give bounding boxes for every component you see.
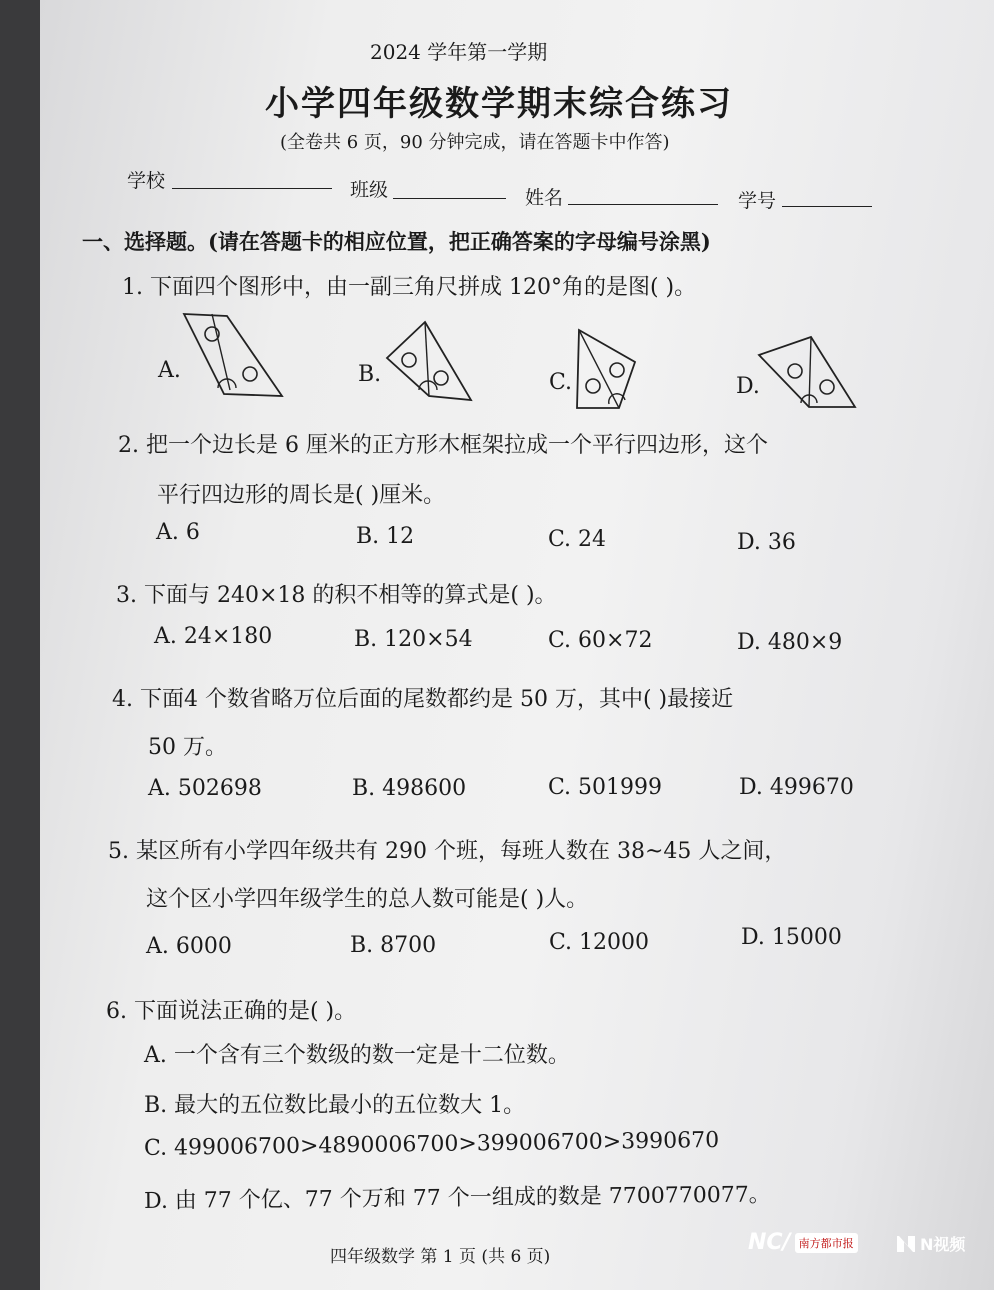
question-5: 5. 某区所有小学四年级共有 290 个班，每班人数在 38~45 人之间， bbox=[108, 839, 787, 864]
q5-option-d: D. 15000 bbox=[741, 925, 842, 950]
q6-option-d: D. 由 77 个亿、77 个万和 77 个一组成的数是 7700770077。 bbox=[143, 1182, 771, 1214]
q4-option-b: B. 498600 bbox=[352, 776, 467, 801]
name-label: 姓名 bbox=[525, 187, 564, 209]
video-logo-text: N视频 bbox=[920, 1235, 966, 1254]
exam-note: (全卷共 6 页，90 分钟完成，请在答题卡中作答) bbox=[280, 132, 670, 153]
question-4-line-2: 50 万。 bbox=[148, 735, 227, 760]
ruler-hole bbox=[402, 353, 416, 367]
exam-title: 小学四年级数学期末综合练习 bbox=[265, 84, 733, 124]
term-label: 2024 学年第一学期 bbox=[370, 40, 548, 64]
play-logo-icon bbox=[895, 1234, 917, 1254]
ruler-hole bbox=[243, 367, 257, 381]
ruler-hole bbox=[434, 371, 448, 385]
ruler-hole bbox=[820, 380, 834, 394]
ruler-hole bbox=[610, 363, 624, 377]
q3-option-a: A. 24×180 bbox=[154, 624, 273, 649]
q2-option-d: D. 36 bbox=[737, 530, 796, 555]
ruler-join-line bbox=[809, 337, 811, 407]
ruler-outline bbox=[759, 337, 855, 407]
q2-option-b: B. 12 bbox=[356, 524, 415, 549]
q4-option-c: C. 501999 bbox=[548, 775, 663, 800]
ruler-join-line bbox=[425, 322, 429, 396]
page-footer: 四年级数学 第 1 页 (共 6 页) bbox=[330, 1247, 551, 1267]
q4-option-d: D. 499670 bbox=[739, 775, 854, 800]
question-4: 4. 下面4 个数省略万位后面的尾数都约是 50 万，其中( )最接近 bbox=[112, 687, 734, 712]
question-1: 1. 下面四个图形中，由一副三角尺拼成 120°角的是图( )。 bbox=[122, 275, 697, 300]
triangle-ruler-figure-d bbox=[757, 333, 862, 413]
triangle-ruler-figure-b bbox=[385, 318, 480, 408]
ruler-outline bbox=[184, 314, 282, 396]
q3-option-b: B. 120×54 bbox=[354, 627, 473, 652]
triangle-ruler-figure-c bbox=[575, 326, 645, 411]
question-2-line-2: 平行四边形的周长是( )厘米。 bbox=[157, 483, 446, 508]
nc-logo: NC/ bbox=[748, 1230, 791, 1255]
school-blank bbox=[172, 188, 332, 189]
question-5-line-2: 这个区小学四年级学生的总人数可能是( )人。 bbox=[146, 887, 589, 912]
section-title: 一、选择题。(请在答题卡的相应位置，把正确答案的字母编号涂黑) bbox=[82, 229, 711, 254]
q5-option-c: C. 12000 bbox=[549, 930, 650, 955]
student-id-blank bbox=[782, 206, 872, 207]
q6-option-c: C. 499006700>4890006700>399006700>3990670 bbox=[143, 1127, 720, 1161]
q1-option-b: B. bbox=[358, 362, 382, 387]
student-id-label: 学号 bbox=[738, 190, 777, 212]
q2-option-a: A. 6 bbox=[156, 520, 200, 545]
question-6: 6. 下面说法正确的是( )。 bbox=[106, 999, 357, 1024]
triangle-ruler-figure-a bbox=[182, 312, 292, 402]
q2-option-c: C. 24 bbox=[548, 527, 607, 552]
class-blank bbox=[393, 198, 506, 199]
q3-option-c: C. 60×72 bbox=[548, 628, 653, 653]
school-label: 学校 bbox=[127, 170, 166, 192]
q1-option-c: C. bbox=[549, 370, 573, 395]
q1-option-d: D. bbox=[736, 374, 760, 399]
class-label: 班级 bbox=[350, 179, 389, 201]
newspaper-watermark bbox=[748, 1230, 858, 1255]
ruler-hole bbox=[788, 364, 802, 378]
q4-option-a: A. 502698 bbox=[148, 776, 262, 801]
q1-option-a: A. bbox=[158, 358, 181, 383]
video-watermark bbox=[895, 1232, 965, 1255]
q6-option-b: B. 最大的五位数比最小的五位数大 1。 bbox=[144, 1093, 526, 1118]
q5-option-a: A. 6000 bbox=[146, 934, 232, 959]
newspaper-logo-text: 南方都市报 bbox=[795, 1233, 858, 1253]
name-blank bbox=[568, 204, 718, 205]
q5-option-b: B. 8700 bbox=[350, 933, 437, 958]
q3-option-d: D. 480×9 bbox=[737, 630, 843, 655]
q6-option-a: A. 一个含有三个数级的数一定是十二位数。 bbox=[144, 1043, 570, 1068]
question-2: 2. 把一个边长是 6 厘米的正方形木框架拉成一个平行四边形，这个 bbox=[118, 433, 768, 458]
ruler-hole bbox=[586, 379, 600, 393]
question-3: 3. 下面与 240×18 的积不相等的算式是( )。 bbox=[116, 583, 557, 608]
